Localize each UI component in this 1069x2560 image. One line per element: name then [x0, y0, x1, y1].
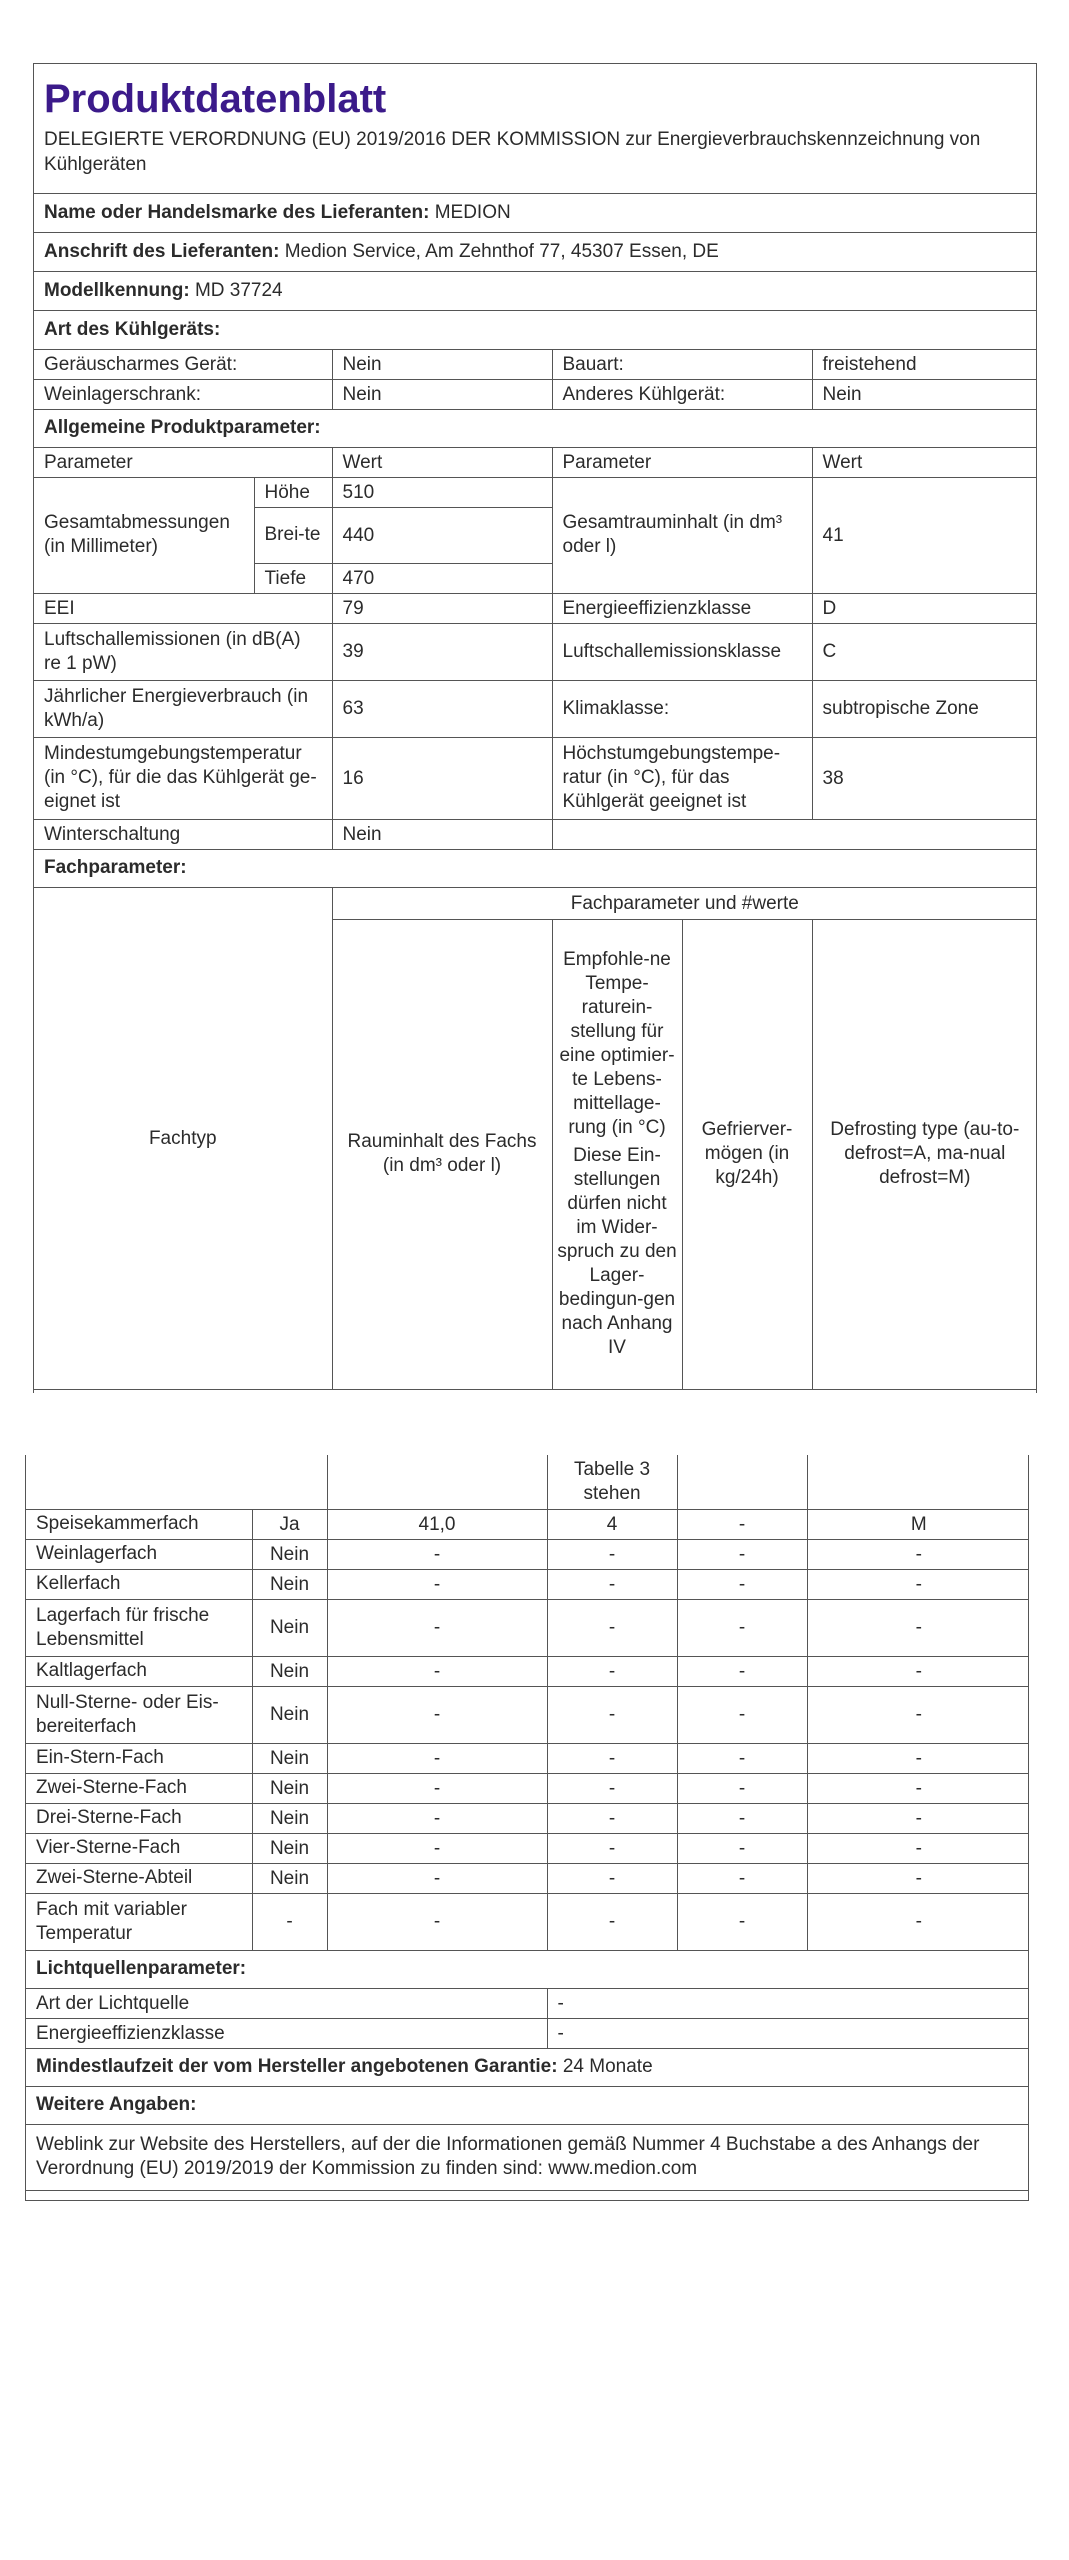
height-label: Höhe: [254, 477, 332, 507]
winter-value: Nein: [332, 819, 552, 849]
compartment-volume: -: [327, 1863, 547, 1893]
empty-cell: [807, 1455, 1029, 1509]
compartment-temp: -: [547, 1893, 677, 1950]
compartment-row: [26, 1773, 1029, 1803]
compartment-name: Ein-Stern-Fach: [26, 1743, 252, 1773]
compartment-volume: -: [327, 1743, 547, 1773]
compartment-name: Drei-Sterne-Fach: [26, 1803, 252, 1833]
compartment-temp: 4: [547, 1509, 677, 1539]
warranty-row: [26, 2048, 1029, 2086]
empty-cell: [327, 1455, 547, 1509]
compartment-freeze: -: [677, 1833, 807, 1863]
compartment-defrost: M: [807, 1509, 1029, 1539]
compartment-name: Zwei-Sterne-Fach: [26, 1773, 252, 1803]
compartment-freeze: -: [677, 1743, 807, 1773]
compartment-temp: -: [547, 1833, 677, 1863]
compartment-present: Nein: [252, 1656, 327, 1686]
compartment-freeze: -: [677, 1803, 807, 1833]
device-type-row: [34, 379, 1037, 409]
compartment-freeze: -: [677, 1773, 807, 1803]
col-temp-b: Diese Ein-stellungen dürfen nicht im Wider-spruch zu den Lager-bedingun-gen nach Anhang IV: [557, 1145, 677, 1358]
empty-cell: [26, 1455, 327, 1509]
page-title: Produktdatenblatt: [44, 77, 387, 122]
compartment-temp: -: [547, 1773, 677, 1803]
device-label: Bauart:: [552, 349, 812, 379]
compartment-row: [26, 1599, 1029, 1656]
datasheet-part-2: [25, 1455, 1029, 2201]
compartment-defrost: -: [807, 1833, 1029, 1863]
supplier-address-label: Anschrift des Lieferanten:: [44, 240, 280, 262]
compartment-name: Vier-Sterne-Fach: [26, 1833, 252, 1863]
further-text: Weblink zur Website des Herstellers, auf der die Informationen gemäß Nummer 4 Buchstabe a des Anhangs der Verordnung (EU) 2019/2019 der Kommission zu finden sind:: [36, 2134, 980, 2179]
compartment-defrost: -: [807, 1893, 1029, 1950]
compartment-defrost: -: [807, 1599, 1029, 1656]
climate-value: subtropische Zone: [812, 680, 1037, 737]
manufacturer-link[interactable]: www.medion.com: [548, 2158, 698, 2179]
compartment-row: [26, 1803, 1029, 1833]
volume-label: Gesamtrauminhalt (in dm³ oder l): [552, 477, 812, 593]
compartment-name: Weinlagerfach: [26, 1539, 252, 1569]
datasheet-table-top: [34, 64, 1037, 1390]
page-subtitle: DELEGIERTE VERORDNUNG (EU) 2019/2016 DER KOMMISSION zur Energieverbrauchskennzeichnung von Kühlgeräten: [44, 129, 981, 176]
col-temp: [552, 919, 682, 1389]
model-value: MD 37724: [194, 279, 283, 301]
width-label: Brei-te: [254, 507, 332, 563]
compartment-temp: -: [547, 1686, 677, 1743]
model-row: [34, 271, 1037, 310]
min-temp-value: 16: [332, 737, 552, 819]
compartment-freeze: -: [677, 1599, 807, 1656]
compartment-temp: -: [547, 1803, 677, 1833]
col-param: Parameter: [552, 447, 812, 477]
max-temp-value: 38: [812, 737, 1037, 819]
compartment-row: [26, 1509, 1029, 1539]
compartment-present: Nein: [252, 1599, 327, 1656]
supplier-address-row: [34, 232, 1037, 271]
height-value: 510: [332, 477, 552, 507]
supplier-name-value: MEDION: [434, 201, 511, 223]
compartment-freeze: -: [677, 1539, 807, 1569]
compartments-heading: Fachparameter:: [34, 849, 1037, 887]
noise-label: Luftschallemissionen (in dB(A) re 1 pW): [34, 623, 332, 680]
supplier-name-row: [34, 193, 1037, 232]
device-label: Geräuscharmes Gerät:: [34, 349, 332, 379]
compartment-temp: -: [547, 1656, 677, 1686]
compartment-name: Kellerfach: [26, 1569, 252, 1599]
width-value: 440: [332, 507, 552, 563]
compartment-present: Nein: [252, 1686, 327, 1743]
datasheet-part-1: [33, 63, 1037, 1393]
compartment-defrost: -: [807, 1569, 1029, 1599]
compartment-name: Zwei-Sterne-Abteil: [26, 1863, 252, 1893]
compartment-name: Speisekammerfach: [26, 1509, 252, 1539]
compartment-defrost: -: [807, 1743, 1029, 1773]
compartment-rows: [26, 1509, 1029, 1950]
eei-label: EEI: [34, 593, 332, 623]
compartment-present: Nein: [252, 1833, 327, 1863]
annual-label: Jährlicher Energieverbrauch (in kWh/a): [34, 680, 332, 737]
device-type-heading: Art des Kühlgeräts:: [34, 310, 1037, 349]
compartment-name: Fach mit variabler Temperatur: [26, 1893, 252, 1950]
col-param: Parameter: [34, 447, 332, 477]
compartment-defrost: -: [807, 1539, 1029, 1569]
further-row: [26, 2124, 1029, 2190]
compartment-freeze: -: [677, 1569, 807, 1599]
empty-cell: [677, 1455, 807, 1509]
compartment-freeze: -: [677, 1656, 807, 1686]
noise-class-label: Luftschallemissionsklasse: [552, 623, 812, 680]
compartment-volume: -: [327, 1773, 547, 1803]
depth-value: 470: [332, 563, 552, 593]
empty-cell: [552, 819, 1037, 849]
eclass-value: D: [812, 593, 1037, 623]
compartment-name: Lagerfach für frische Lebensmittel: [26, 1599, 252, 1656]
warranty-value: 24 Monate: [562, 2056, 653, 2077]
annual-value: 63: [332, 680, 552, 737]
compartment-freeze: -: [677, 1509, 807, 1539]
depth-label: Tiefe: [254, 563, 332, 593]
compartment-volume: -: [327, 1539, 547, 1569]
compartment-temp: -: [547, 1743, 677, 1773]
light-heading: Lichtquellenparameter:: [26, 1950, 1029, 1988]
max-temp-label: Höchstumgebungstempe-ratur (in °C), für das Kühlgerät geeignet ist: [552, 737, 812, 819]
compartment-volume: -: [327, 1599, 547, 1656]
compartment-present: Ja: [252, 1509, 327, 1539]
compartment-volume: 41,0: [327, 1509, 547, 1539]
col-value: Wert: [812, 447, 1037, 477]
compartment-row: [26, 1539, 1029, 1569]
datasheet-table-bottom: [26, 1455, 1029, 2191]
compartment-row: [26, 1863, 1029, 1893]
compartment-volume: -: [327, 1893, 547, 1950]
col-value: Wert: [332, 447, 552, 477]
compartment-present: Nein: [252, 1773, 327, 1803]
compartment-name: Null-Sterne- oder Eis-bereiterfach: [26, 1686, 252, 1743]
compartment-volume: -: [327, 1803, 547, 1833]
supplier-name-label: Name oder Handelsmarke des Lieferanten:: [44, 201, 430, 223]
col-temp-a: Empfohle-ne Tempe-raturein-stellung für eine optimier-te Lebens-mittellage-rung (in °C): [559, 949, 675, 1138]
compartment-temp: -: [547, 1863, 677, 1893]
compartment-row: [26, 1833, 1029, 1863]
compartment-name: Kaltlagerfach: [26, 1656, 252, 1686]
noise-value: 39: [332, 623, 552, 680]
warranty-label: Mindestlaufzeit der vom Hersteller angebotenen Garantie:: [36, 2056, 558, 2077]
supplier-address-value: Medion Service, Am Zehnthof 77, 45307 Essen, DE: [284, 240, 719, 262]
compartment-volume: -: [327, 1686, 547, 1743]
compartment-present: Nein: [252, 1863, 327, 1893]
model-label: Modellkennung:: [44, 279, 190, 301]
compartment-temp: -: [547, 1569, 677, 1599]
device-value: Nein: [332, 379, 552, 409]
compartment-present: -: [252, 1893, 327, 1950]
volume-value: 41: [812, 477, 1037, 593]
noise-class-value: C: [812, 623, 1037, 680]
compartment-defrost: -: [807, 1686, 1029, 1743]
device-value: Nein: [332, 349, 552, 379]
compartment-present: Nein: [252, 1803, 327, 1833]
compartment-freeze: -: [677, 1686, 807, 1743]
light-eclass-label: Energieeffizienzklasse: [26, 2018, 547, 2048]
compartment-row: [26, 1743, 1029, 1773]
dims-label: Gesamtabmessungen (in Millimeter): [34, 477, 254, 593]
compartment-row: [26, 1893, 1029, 1950]
compartment-defrost: -: [807, 1656, 1029, 1686]
winter-label: Winterschaltung: [34, 819, 332, 849]
compartment-volume: -: [327, 1569, 547, 1599]
device-value: freistehend: [812, 349, 1037, 379]
compartment-present: Nein: [252, 1539, 327, 1569]
device-label: Weinlagerschrank:: [34, 379, 332, 409]
compartment-freeze: -: [677, 1893, 807, 1950]
compartment-freeze: -: [677, 1863, 807, 1893]
eclass-label: Energieeffizienzklasse: [552, 593, 812, 623]
climate-label: Klimaklasse:: [552, 680, 812, 737]
col-defrost: Defrosting type (au-to-defrost=A, ma-nual defrost=M): [812, 919, 1037, 1389]
device-type-row: [34, 349, 1037, 379]
device-label: Anderes Kühlgerät:: [552, 379, 812, 409]
group-header: Fachparameter und #werte: [332, 887, 1037, 919]
min-temp-label: Mindestumgebungstemperatur (in °C), für die das Kühlgerät ge-eignet ist: [34, 737, 332, 819]
eei-value: 79: [332, 593, 552, 623]
col-temp-c: Tabelle 3 stehen: [547, 1455, 677, 1509]
compartment-row: [26, 1569, 1029, 1599]
header-cell: [34, 64, 1037, 193]
compartment-defrost: -: [807, 1803, 1029, 1833]
compartment-defrost: -: [807, 1863, 1029, 1893]
compartment-temp: -: [547, 1599, 677, 1656]
col-fachtyp: Fachtyp: [34, 887, 332, 1389]
compartment-row: [26, 1656, 1029, 1686]
compartment-present: Nein: [252, 1569, 327, 1599]
col-freeze: Gefrierver-mögen (in kg/24h): [682, 919, 812, 1389]
device-value: Nein: [812, 379, 1037, 409]
general-header-row: [34, 447, 1037, 477]
compartment-volume: -: [327, 1833, 547, 1863]
col-volume: Rauminhalt des Fachs (in dm³ oder l): [332, 919, 552, 1389]
compartment-volume: -: [327, 1656, 547, 1686]
further-heading: Weitere Angaben:: [26, 2086, 1029, 2124]
light-type-value: -: [547, 1988, 1029, 2018]
compartment-present: Nein: [252, 1743, 327, 1773]
general-heading: Allgemeine Produktparameter:: [34, 409, 1037, 447]
light-eclass-value: -: [547, 2018, 1029, 2048]
compartment-defrost: -: [807, 1773, 1029, 1803]
compartment-temp: -: [547, 1539, 677, 1569]
compartment-row: [26, 1686, 1029, 1743]
light-type-label: Art der Lichtquelle: [26, 1988, 547, 2018]
